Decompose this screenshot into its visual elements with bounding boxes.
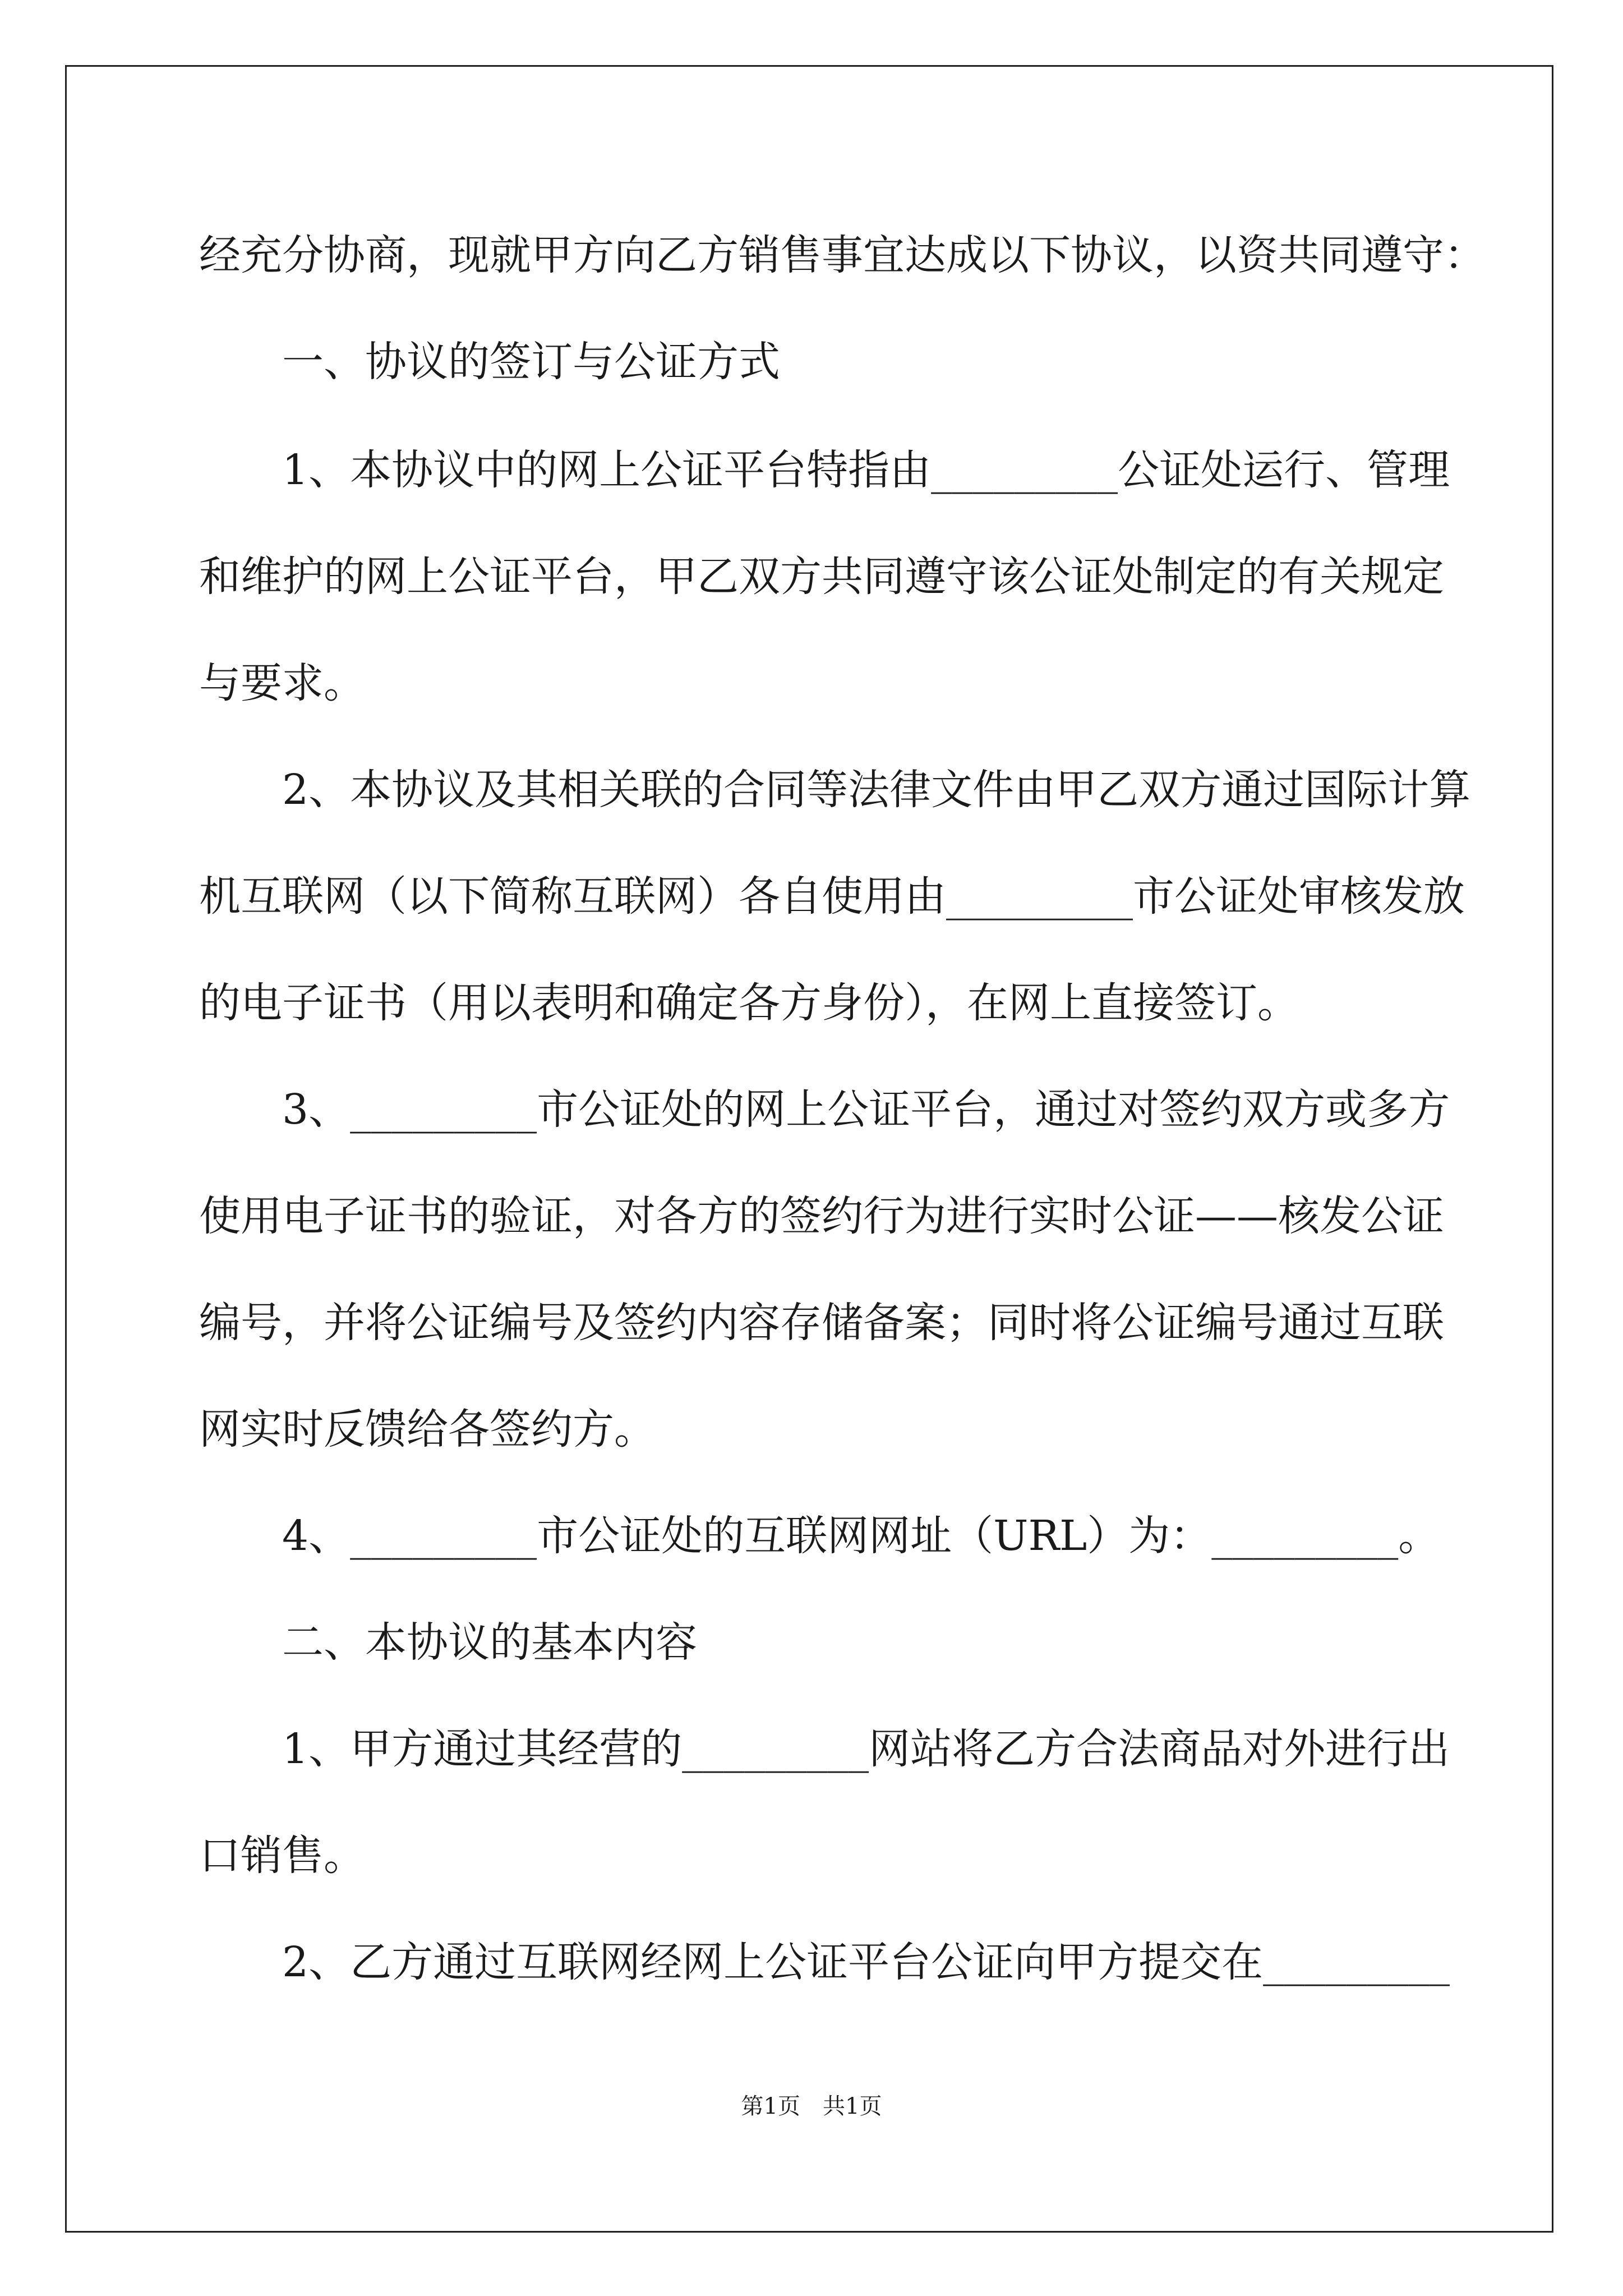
section-heading: 二、本协议的基本内容	[199, 1618, 697, 1667]
section-heading: 一、协议的签订与公证方式	[199, 338, 780, 386]
text-line: 使用电子证书的验证，对各方的签约行为进行实时公证——核发公证	[199, 1192, 1444, 1240]
text-line: 1、甲方通过其经营的_________网站将乙方合法商品对外进行出	[199, 1725, 1450, 1773]
text-line: 1、本协议中的网上公证平台特指由_________公证处运行、管理	[199, 446, 1450, 494]
text-line: 经充分协商，现就甲方向乙方销售事宜达成以下协议，以资共同遵守：	[199, 231, 1486, 279]
text-line: 与要求。	[199, 659, 365, 707]
text-line: 口销售。	[199, 1832, 365, 1880]
text-line: 的电子证书（用以表明和确定各方身份），在网上直接签订。	[199, 979, 1299, 1027]
text-line: 4、_________市公证处的互联网网址（URL）为：_________。	[199, 1512, 1440, 1560]
text-line: 3、_________市公证处的网上公证平台，通过对签约双方或多方	[199, 1085, 1450, 1134]
text-line: 和维护的网上公证平台，甲乙双方共同遵守该公证处制定的有关规定	[199, 553, 1444, 601]
page-footer: 第1页 共1页	[741, 2093, 882, 2119]
text-line: 机互联网（以下简称互联网）各自使用由_________市公证处审核发放	[199, 872, 1465, 921]
text-line: 2、乙方通过互联网经网上公证平台公证向甲方提交在_________	[199, 1938, 1450, 1986]
text-line: 2、本协议及其相关联的合同等法律文件由甲乙双方通过国际计算	[199, 766, 1471, 814]
text-line: 编号，并将公证编号及签约内容存储备案；同时将公证编号通过互联	[199, 1299, 1444, 1347]
text-line: 网实时反馈给各签约方。	[199, 1405, 656, 1453]
